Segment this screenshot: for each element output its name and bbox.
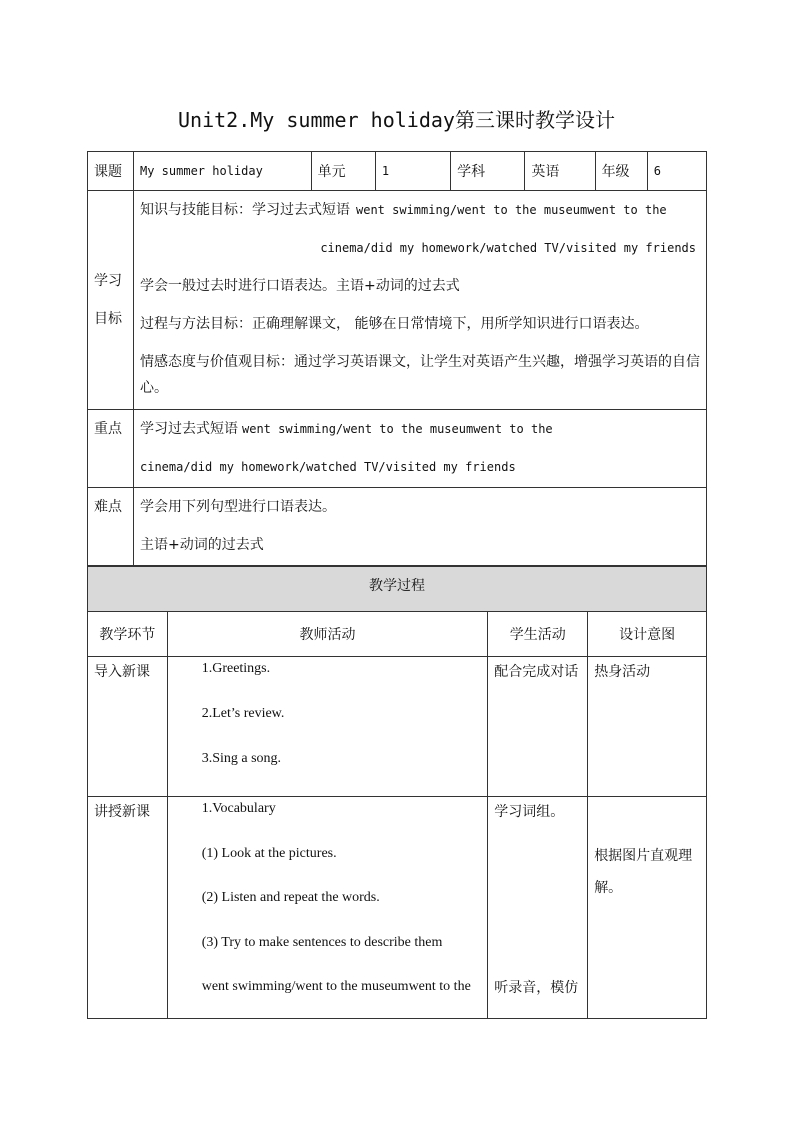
unit-value: 1 [375,152,450,191]
intent-line: 根据图片直观理 [594,848,693,864]
key-points-label-text: 重点 [94,421,122,437]
difficulties-label [88,488,134,566]
stage-cell: 导入新课 [88,657,168,797]
objectives-label-2: 目标 [94,311,122,327]
unit-label: 单元 [311,152,375,191]
subject-value: 英语 [525,152,595,191]
intent-cell [588,797,707,1019]
objectives-row [88,191,707,410]
process-header-row [88,567,707,612]
teacher-step: 1.Vocabulary [201,801,276,816]
knowledge-prefix: 知识与技能目标：学习过去式短语 [140,202,350,218]
table-row [88,657,707,797]
objectives-label-1: 学习 [94,273,122,289]
knowledge-extra: 学会一般过去时进行口语表达。主语+动词的过去式 [140,278,460,294]
document-title: Unit2.My summer holiday第三课时教学设计 [178,108,615,132]
key-points-label [88,410,134,488]
column-intent: 设计意图 [588,612,707,657]
knowledge-phrases-2: cinema/did my homework/watched TV/visited my friends [320,241,696,255]
process-table [87,566,707,1019]
process-header: 教学过程 [88,567,707,612]
column-stage: 教学环节 [88,612,168,657]
grade-label: 年级 [595,152,647,191]
student-cell [488,797,588,1019]
difficulties-line-2: 主语+动词的过去式 [140,537,264,553]
info-row [88,152,707,191]
student-cell: 配合完成对话 [488,657,588,797]
teacher-step: 1.Greetings. [201,661,271,676]
teacher-step: 3.Sing a song. [201,751,282,766]
stage-cell: 讲授新课 [88,797,168,1019]
subject-label: 学科 [451,152,525,191]
teacher-step: went swimming/went to the museumwent to the [201,979,471,994]
intent-line: 解。 [594,880,623,896]
objectives-content [134,191,707,410]
teacher-step: (2) Listen and repeat the words. [201,890,380,905]
grade-value: 6 [647,152,706,191]
key-points-content [134,410,707,488]
key-points-row [88,410,707,488]
student-line: 学习词组。 [494,804,565,820]
process-objective: 过程与方法目标：正确理解课文， 能够在日常情境下，用所学知识进行口语表达。 [140,316,649,332]
topic-value: My summer holiday [134,152,312,191]
knowledge-phrases-1: went swimming/went to the museumwent to the [356,203,667,217]
key-points-phrases-2: cinema/did my homework/watched TV/visited my friends [140,460,516,474]
student-line: 听录音，模仿 [494,980,579,996]
info-table [87,151,707,566]
column-student: 学生活动 [488,612,588,657]
teacher-step: (3) Try to make sentences to describe them [201,935,443,950]
teacher-step: (1) Look at the pictures. [201,846,337,861]
column-teacher: 教师活动 [167,612,488,657]
table-row [88,797,707,1019]
difficulties-line-1: 学会用下列句型进行口语表达。 [140,499,336,515]
process-columns-row [88,612,707,657]
objectives-label [88,191,134,410]
attitude-objective-2: 心。 [140,380,168,396]
topic-label: 课题 [88,152,134,191]
key-points-phrases-1: went swimming/went to the museumwent to the [242,422,553,436]
difficulties-label-text: 难点 [94,499,122,515]
difficulties-row [88,488,707,566]
difficulties-content [134,488,707,566]
teacher-cell [167,797,488,1019]
intent-cell: 热身活动 [588,657,707,797]
attitude-objective-1: 情感态度与价值观目标：通过学习英语课文，让学生对英语产生兴趣，增强学习英语的自信 [140,354,700,370]
teacher-cell [167,657,488,797]
teacher-step: 2.Let’s review. [201,706,285,721]
key-points-prefix: 学习过去式短语 [140,421,238,437]
